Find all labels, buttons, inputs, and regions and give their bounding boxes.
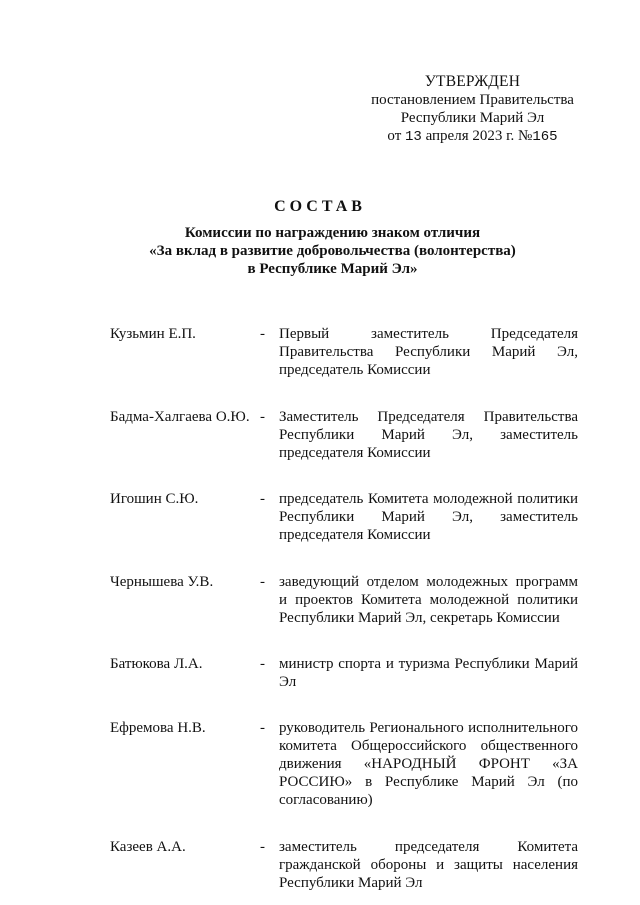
member-role: заведующий отделом молодежных программ и проектов Комитета молодежной политики Республики Марий Эл, секретарь Комиссии bbox=[279, 574, 578, 626]
member-name: Чернышева У.В. bbox=[110, 574, 214, 590]
approval-line-1: постановлением Правительства bbox=[371, 92, 574, 108]
member-dash: - bbox=[260, 491, 265, 507]
member-name: Батюкова Л.А. bbox=[110, 656, 203, 672]
member-dash: - bbox=[260, 326, 265, 342]
member-row bbox=[110, 838, 580, 892]
member-row bbox=[110, 325, 580, 379]
member-name: Казеев А.А. bbox=[110, 839, 186, 855]
member-row bbox=[110, 573, 580, 627]
approval-block bbox=[355, 73, 590, 146]
document-title: СОСТАВ bbox=[274, 198, 366, 215]
member-row bbox=[110, 490, 580, 544]
subtitle-line-1: Комиссии по награждению знаком отличия bbox=[184, 225, 481, 241]
member-dash: - bbox=[260, 839, 265, 855]
member-role: Первый заместитель Председателя Правительства Республики Марий Эл, председатель Комиссии bbox=[279, 326, 578, 378]
member-name: Кузьмин Е.П. bbox=[110, 326, 196, 342]
date-rest: апреля 2023 г. № bbox=[425, 128, 533, 144]
document-subtitle bbox=[120, 224, 545, 278]
date-number: 165 bbox=[532, 129, 558, 145]
date-prefix: от bbox=[387, 128, 402, 144]
member-dash: - bbox=[260, 720, 265, 736]
member-role: министр спорта и туризма Республики Марий Эл bbox=[279, 656, 578, 690]
members-list bbox=[110, 325, 580, 892]
approval-date-line bbox=[355, 127, 590, 146]
member-name: Игошин С.Ю. bbox=[110, 491, 199, 507]
member-role: заместитель председателя Комитета гражданской обороны и защиты населения Республики Марий Эл bbox=[279, 839, 578, 891]
approval-stamp: УТВЕРЖДЕН bbox=[424, 73, 521, 90]
member-row bbox=[110, 408, 580, 462]
member-role: руководитель Регионального исполнительного комитета Общероссийского общественного движения «НАРОДНЫЙ ФРОНТ «ЗА РОССИЮ» в Республике Марий Эл (по согласованию) bbox=[279, 720, 578, 808]
member-dash: - bbox=[260, 409, 265, 425]
member-role: председатель Комитета молодежной политики Республики Марий Эл, заместитель председателя Комиссии bbox=[279, 491, 578, 543]
member-dash: - bbox=[260, 574, 265, 590]
date-day: 13 bbox=[405, 129, 422, 145]
approval-line-2: Республики Марий Эл bbox=[400, 110, 545, 126]
member-row bbox=[110, 719, 580, 809]
member-row bbox=[110, 655, 580, 691]
subtitle-line-3: в Республике Марий Эл» bbox=[247, 261, 418, 277]
member-name: Бадма-Халгаева О.Ю. bbox=[110, 409, 250, 425]
member-name: Ефремова Н.В. bbox=[110, 720, 206, 736]
subtitle-line-2: «За вклад в развитие добровольчества (волонтерства) bbox=[149, 243, 516, 259]
member-dash: - bbox=[260, 656, 265, 672]
member-role: Заместитель Председателя Правительства Республики Марий Эл, заместитель председателя Комиссии bbox=[279, 409, 578, 461]
